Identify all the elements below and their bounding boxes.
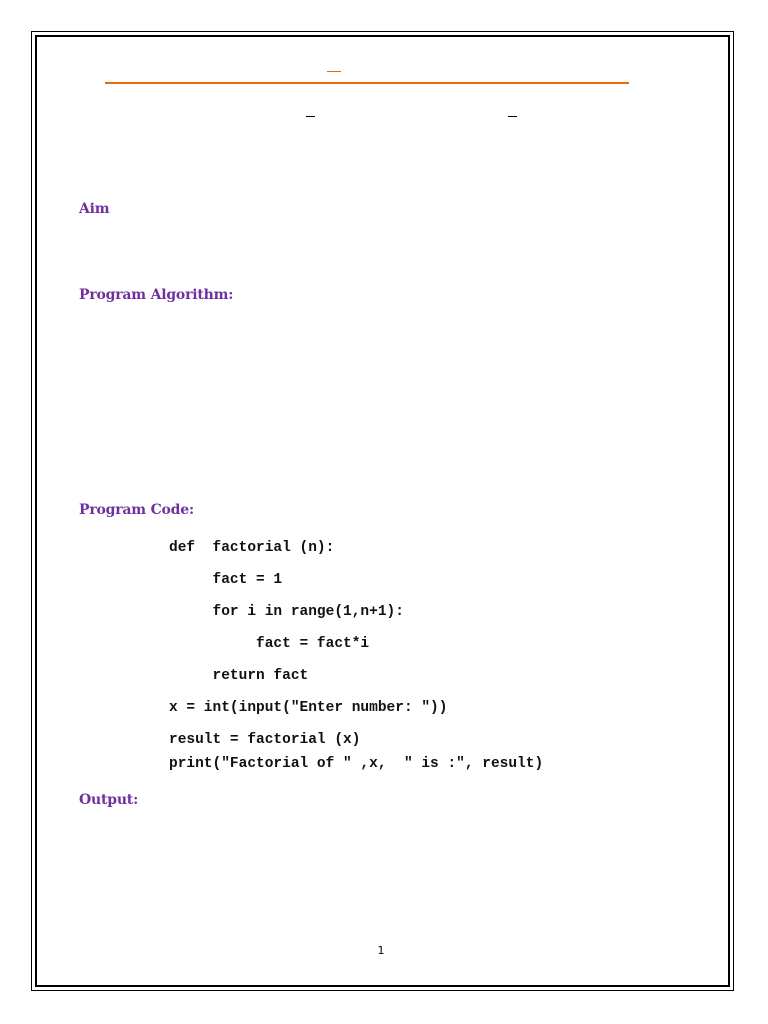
output-heading: Output:: [79, 792, 139, 808]
code-line: fact = fact*i: [169, 636, 370, 652]
code-line: result = factorial (x): [169, 732, 361, 748]
header-title-underscore: [327, 71, 341, 72]
code-line: fact = 1: [169, 572, 283, 588]
header-rule: [105, 82, 629, 84]
code-line: print("Factorial of " ,x, " is :", result): [169, 756, 544, 772]
code-line: return fact: [169, 668, 309, 684]
code-heading: Program Code:: [79, 502, 194, 518]
algorithm-heading: Program Algorithm:: [79, 287, 234, 303]
aim-heading: Aim: [79, 201, 110, 217]
code-line: for i in range(1,n+1):: [169, 604, 404, 620]
page-number: 1: [377, 944, 385, 957]
header-field-underscore-right: [508, 116, 517, 117]
code-line: x = int(input("Enter number: ")): [169, 700, 448, 716]
code-line: def factorial (n):: [169, 540, 335, 556]
header-field-underscore-left: [306, 116, 315, 117]
